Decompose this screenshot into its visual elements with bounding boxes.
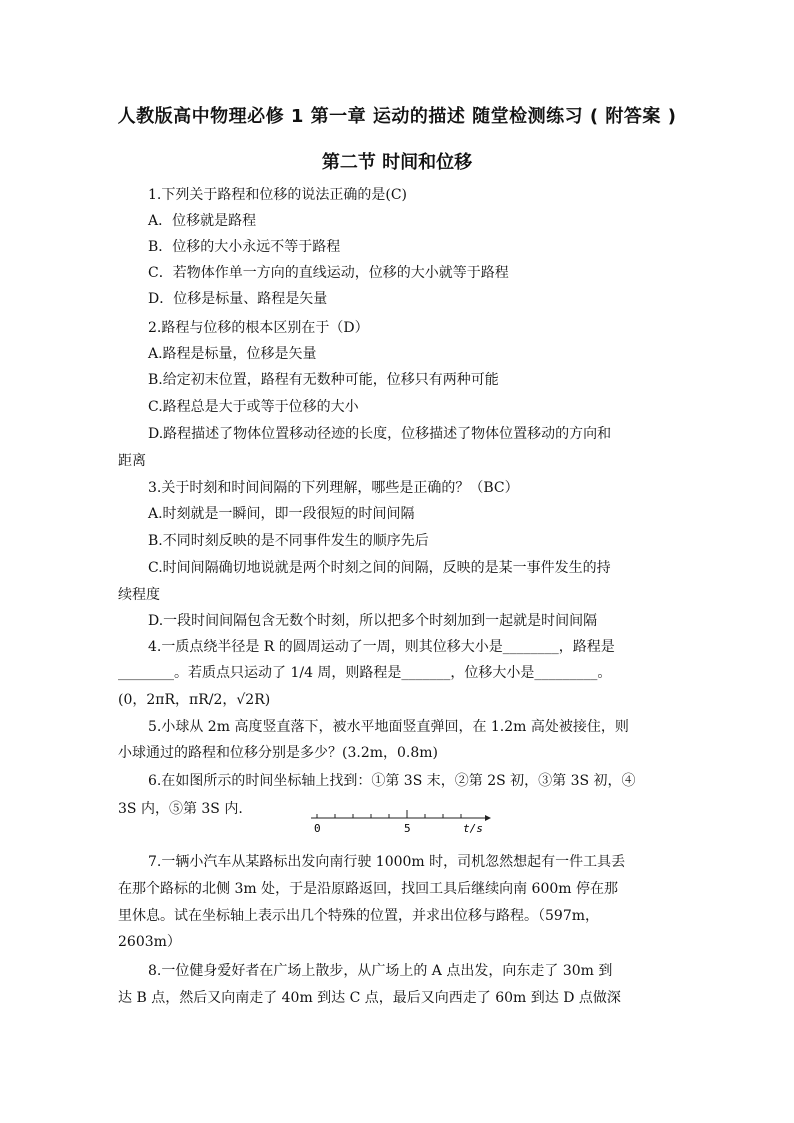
q3-option-a: A.时刻就是一瞬间，即一段很短的时间间隔	[148, 506, 415, 522]
q2-text: 2.路程与位移的根本区别在于（D）	[148, 320, 369, 336]
q3-option-d: D.一段时间间隔包含无数个时刻，所以把多个时刻加到一起就是时间间隔	[148, 613, 598, 629]
tick-label-0: 0	[314, 822, 321, 835]
q4-answer: (0，2πR，πR/2，√2R)	[118, 692, 271, 708]
time-axis-ticks	[317, 810, 461, 818]
q7-text-cont-2: 里休息。试在坐标轴上表示出几个特殊的位置，并求出位移与路程。（597m，	[118, 908, 599, 924]
tick-label-5: 5	[404, 822, 411, 835]
q1-option-d: D．位移是标量、路程是矢量	[148, 291, 328, 307]
q5-text-cont: 小球通过的路程和位移分别是多少？(3.2m，0.8m)	[118, 745, 439, 761]
q8-text: 8.一位健身爱好者在广场上散步，从广场上的 A 点出发，向东走了 30m 到	[148, 963, 613, 979]
q7-text-cont-1: 在那个路标的北侧 3m 处，于是沿原路返回，找回工具后继续向南 600m 停在那	[118, 881, 618, 897]
axis-unit-label: t/s	[463, 822, 483, 835]
time-axis-figure	[305, 808, 505, 838]
q4-text-cont: ________。若质点只运动了 1/4 周，则路程是_______，位移大小是_________。	[118, 665, 612, 681]
q3-text: 3.关于时刻和时间间隔的下列理解，哪些是正确的？（BC）	[148, 480, 519, 496]
document-title: 人教版高中物理必修 1 第一章 运动的描述 随堂检测练习 ( 附答案 )	[117, 106, 677, 127]
q1-option-c: C．若物体作单一方向的直线运动，位移的大小就等于路程	[148, 265, 509, 281]
q8-text-cont: 达 B 点，然后又向南走了 40m 到达 C 点，最后又向西走了 60m 到达 D 点做深	[118, 990, 621, 1006]
q7-text: 7.一辆小汽车从某路标出发向南行驶 1000m 时，司机忽然想起有一件工具丢	[148, 854, 626, 870]
q1-text: 1.下列关于路程和位移的说法正确的是(C)	[148, 187, 407, 203]
q3-option-c-cont: 续程度	[118, 587, 160, 603]
q6-text: 6.在如图所示的时间坐标轴上找到：①第 3S 末，②第 2S 初，③第 3S 初，④	[148, 773, 636, 789]
q7-answer: 2603m）	[118, 934, 181, 950]
time-axis-arrow	[485, 815, 491, 821]
q1-option-a: A．位移就是路程	[148, 213, 257, 229]
q2-option-d-cont: 距离	[118, 453, 146, 469]
q2-option-c: C.路程总是大于或等于位移的大小	[148, 399, 359, 415]
q2-option-a: A.路程是标量，位移是矢量	[148, 346, 317, 362]
section-title: 第二节 时间和位移	[321, 152, 473, 173]
q4-text: 4.一质点绕半径是 R 的圆周运动了一周，则其位移大小是________，路程是	[148, 639, 615, 655]
q3-option-b: B.不同时刻反映的是不同事件发生的顺序先后	[148, 533, 429, 549]
q1-option-b: B．位移的大小永远不等于路程	[148, 239, 341, 255]
q2-option-d: D.路程描述了物体位置移动径迹的长度，位移描述了物体位置移动的方向和	[148, 426, 612, 442]
q2-option-b: B.给定初末位置，路程有无数种可能，位移只有两种可能	[148, 372, 499, 388]
q5-text: 5.小球从 2m 高度竖直落下，被水平地面竖直弹回，在 1.2m 高处被接住，则	[148, 719, 629, 735]
q3-option-c: C.时间间隔确切地说就是两个时刻之间的间隔，反映的是某一事件发生的持	[148, 560, 611, 576]
q6-text-cont: 3S 内，⑤第 3S 内.	[118, 801, 243, 817]
